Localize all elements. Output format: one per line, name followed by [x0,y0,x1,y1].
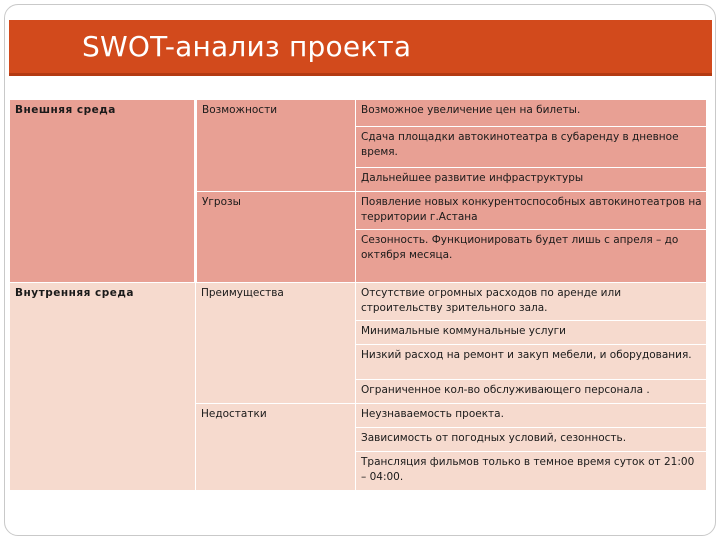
weakness-item: Зависимость от погодных условий, сезонность. [356,428,707,452]
opportunities-label: Возможности [196,100,356,192]
strength-item: Низкий расход на ремонт и закуп мебели, и оборудования. [356,345,707,380]
table-row [10,100,707,127]
strength-item: Минимальные коммунальные услуги [356,321,707,345]
slide-title: SWOT-анализ проекта [82,30,412,63]
threat-item: Появление новых конкурентоспособных автокинотеатров на территории г.Астана [356,192,707,230]
weakness-item: Трансляция фильмов только в темное время суток от 21:00 – 04:00. [356,452,707,491]
internal-env-label: Внутренняя среда [10,283,196,491]
threats-label: Угрозы [196,192,356,283]
opportunity-item: Сдача площадки автокинотеатра в субаренду в дневное время. [356,127,707,168]
external-env-label: Внешняя среда [10,100,196,283]
opportunity-item: Возможное увеличение цен на билеты. [356,100,707,127]
strengths-label: Преимущества [196,283,356,404]
threat-item: Сезонность. Функционировать будет лишь с апреля – до октября месяца. [356,230,707,283]
table-row [10,283,707,321]
weakness-item: Неузнаваемость проекта. [356,404,707,428]
strength-item: Ограниченное кол-во обслуживающего персонала . [356,380,707,404]
weaknesses-label: Недостатки [196,404,356,491]
opportunity-item: Дальнейшее развитие инфраструктуры [356,168,707,192]
strength-item: Отсутствие огромных расходов по аренде или строительству зрительного зала. [356,283,707,321]
swot-table [9,99,707,491]
